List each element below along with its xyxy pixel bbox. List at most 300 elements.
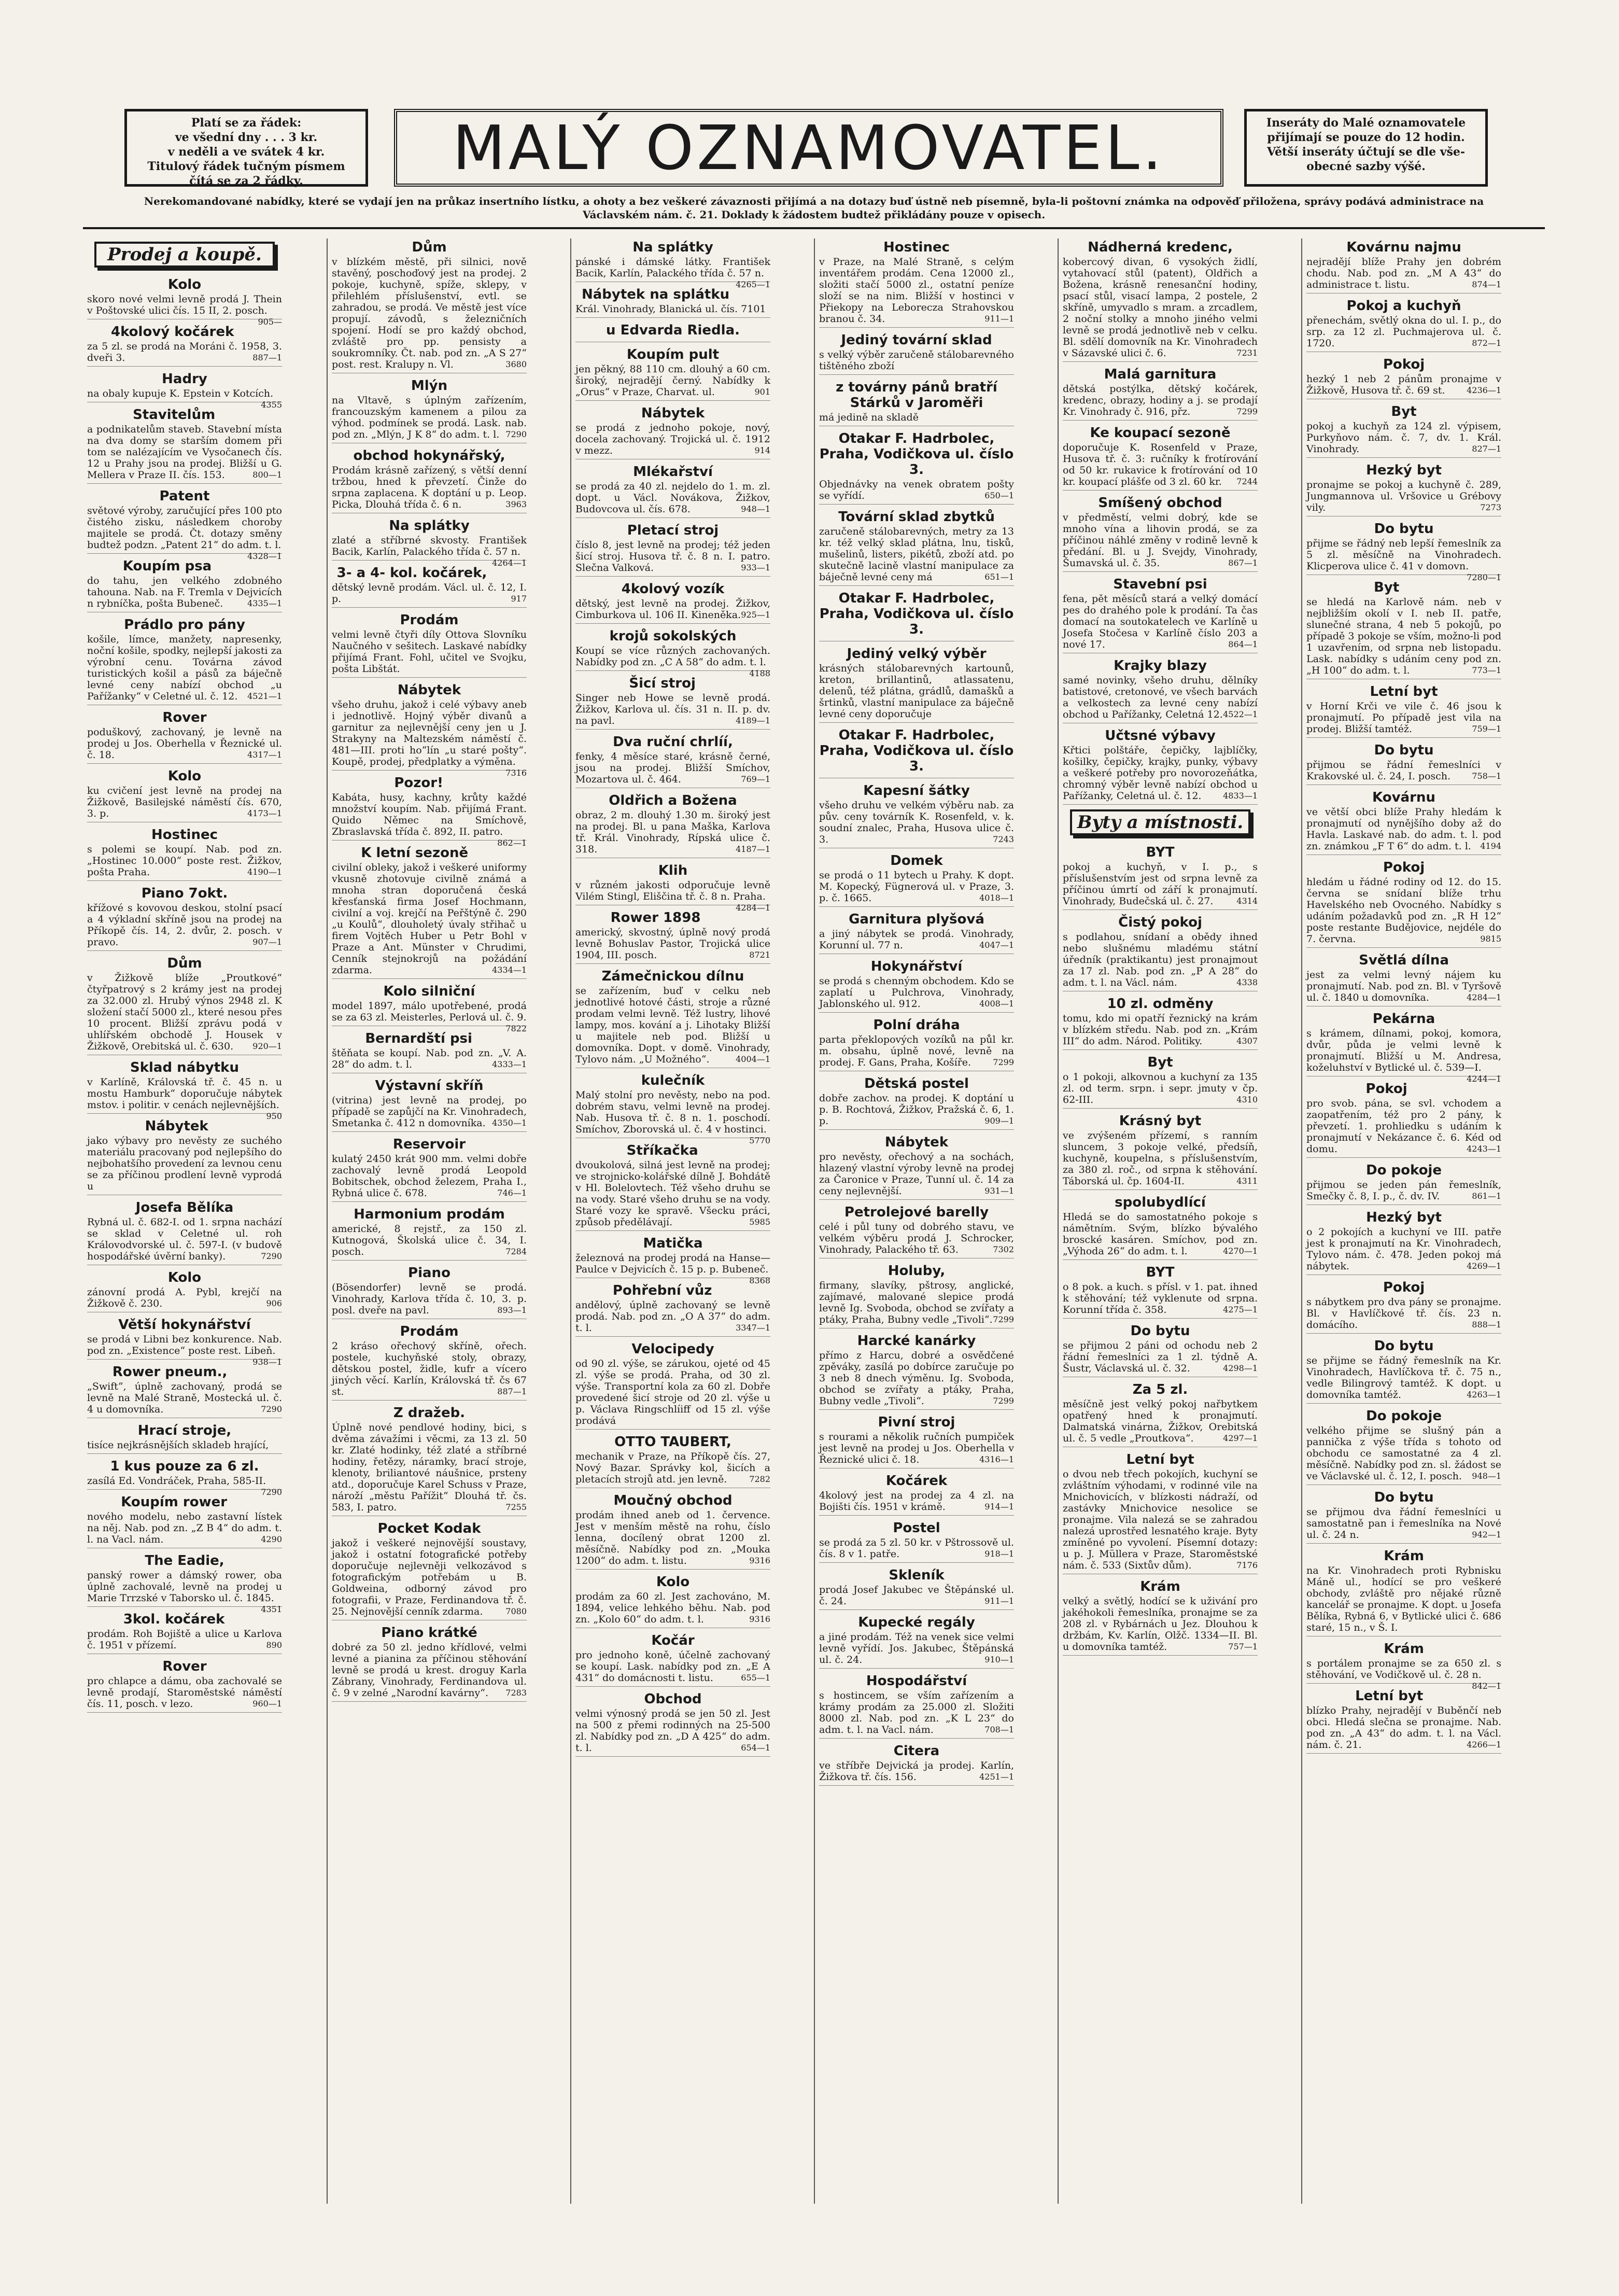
ad-title: spolubydlící [1115,1195,1206,1210]
ad-text [1306,1355,1501,1401]
ad-code: 911—1 [984,1596,1014,1606]
classified-ad [1063,1323,1258,1377]
ad-code: 918—1 [984,1549,1014,1559]
ad-body: měsíčně jest velký pokoj nařbytkem opatřený hned k pronajmutí. Dalmatská vinárna, Žižkov, Orebitská ul. č. 5 vedle „Proutkova“. [1063,1398,1258,1444]
ad-body: za 5 zl. se prodá na Moráni č. 1958, 3. dveři 3. [87,341,282,363]
ad-text [1063,1211,1258,1257]
ad-text [575,1509,770,1566]
ad-title: Hospodářství [866,1673,967,1689]
classified-ad [819,1743,1014,1786]
ad-body: se prodá o 11 bytech u Prahy. K dopt. M. Kopecký, Fügnerová ul. v Praze, 3. p. č. 1665. [819,870,1014,904]
ad-text [1063,1468,1258,1571]
ad-body: dvoukolová, silná jest levně na prodej; ve strojnicko-kolářské dílně J. Bohdátě v Hl. Bolelovtech. Též všeho druhu se na vody. Staré všeho druhu se na vody. Staré vozy ke spravě. Všecku práci, způsob předělávají. [575,1159,770,1228]
ad-code: 901 [754,387,770,397]
classified-ad [1306,521,1501,582]
ad-code: 4298—1 [1223,1363,1258,1373]
classified-ad [819,1205,1014,1258]
ad-body: dětský, jest levně na prodej. Žižkov, Cimburkova ul. 106 II. Kineněka. [575,598,770,621]
ad-title: Matička [643,1236,703,1251]
ad-text [87,1216,282,1262]
ad-title: Jediný velký výběr [847,646,987,662]
classified-ad [819,727,1014,778]
classified-ad [819,1415,1014,1468]
ad-code: 4275—1 [1223,1305,1258,1314]
classified-ad [819,1017,1014,1071]
ad-text [332,1537,527,1617]
ad-code: 960—1 [252,1699,282,1709]
ad-title: Dům [412,240,447,255]
ad-code: 7283 [505,1688,527,1698]
ad-title: Stavitelům [133,407,216,423]
classified-ad [575,323,770,342]
ad-code: 7282 [749,1474,770,1484]
classified-ad [87,1612,282,1654]
ad-title: u Edvarda Riedla. [606,323,740,338]
ad-text [1306,315,1501,349]
ad-code: 4284—1 [736,903,770,913]
ad-title: Pletací stroj [627,523,719,538]
ad-code: 7284 [505,1247,527,1256]
ad-body: obraz, 2 m. dlouhý 1.30 m. široký jest na prodej. Bl. u pana Maška, Karlova tř. Král. Vinohrady, Rípská ulice č. 318. [575,809,770,855]
ad-title: Světlá dílna [1359,953,1449,968]
section-banner: Prodej a koupě. [94,242,275,268]
ad-text [332,1282,527,1316]
classified-ad [819,431,1014,505]
ad-code: 920—1 [252,1041,282,1051]
ad-title: Nábytek [641,405,705,421]
ad-code: 4236—1 [1467,385,1501,395]
ad-text [332,629,527,675]
ad-body: hledám u řádné rodiny od 12. do 15. června se snídaní blíže trhu Havelského neb Ovocného. Nabídky s udáním požadavků pod zn. „R H 12“ poste restante Budějovice, nejdéle do 7. června. [1306,876,1501,945]
classified-ad [332,984,527,1033]
ad-body: o 8 pok. a kuch. s přísl. v 1. pat. ihned k stěhování; též vyklenute od srpna. Korunní třída č. 358. [1063,1281,1258,1315]
ad-body: samé novinky, všeho druhu, dělníky batistové, cretonové, ve všech barvách a velkostech za levné ceny nabízí obchod u Pařížanky, Celetná 12. [1063,675,1258,720]
ad-title: Dům [167,956,202,971]
ad-text [1063,1281,1258,1315]
classified-ad [575,1073,770,1145]
ad-title: Stavební psi [1113,577,1207,592]
ad-text [575,645,770,678]
ad-text [87,1135,282,1192]
classified-ad [87,1317,282,1367]
ad-title: Mlékařství [633,464,713,480]
classified-ad [332,240,527,373]
classified-ad [1306,463,1501,516]
ad-title: 4kolový vozík [621,581,725,597]
ad-body: andělový, úplně zachovaný se levně prodá. Nab. pod zn. „O A 37“ do adm. t. l. [575,1299,770,1334]
classified-ad [1063,1579,1258,1656]
ad-body: Hledá se do samostatného pokoje s námětním. Svým, blízko bývalého broscké kasáren. Smíchov, pod zn. „Výhoda 26“ do adm. t. l. [1063,1211,1258,1257]
ad-title: Nábytek [397,682,461,698]
classified-ad [87,1270,282,1312]
ad-body: s polemi se koupí. Nab. pod zn. „Hostinec 10.000“ poste rest. Žižkov, pošta Praha. [87,844,282,878]
ad-code: 888—1 [1472,1320,1501,1329]
pricing-line: v neděli a ve svátek 4 kr. [167,145,325,159]
ad-title: Čistý pokoj [1118,915,1202,930]
classified-ad [575,464,770,518]
ad-body: zasílá Ed. Vondráček, Praha, 585-II. [87,1475,266,1487]
classified-ad [819,646,1014,723]
ad-code: 7290 [505,429,527,439]
ad-title: Pokoj [1383,860,1425,875]
ad-text [1306,969,1501,1003]
ad-code: 4264—1 [492,558,527,568]
ad-title: OTTO TAUBERT, [614,1434,731,1450]
ad-body: pro svob. pána, se svl. vchodem a zaopatřením, též pro 2 pány, k převzetí. 1. prohliedku s udáním k pronajmutí v Nekázance č. 6. Kéd od domu. [1306,1098,1501,1155]
ad-code: 7316 [505,768,527,778]
ad-title: Kupecké regály [858,1615,975,1630]
ad-body: celé i půl tuny od dobrého stavu, ve velkém výběru prodá J. Schrocker, Vinohrady, Palackého tř. 63. [819,1221,1014,1255]
classified-ad [819,591,1014,641]
ad-title: Citera [893,1743,940,1759]
classified-ad [332,775,527,848]
ad-code: 7290 [261,1251,282,1261]
classified-ad [332,448,527,513]
info-line: obecné sazby výšé. [1306,160,1426,173]
ad-code: 933—1 [741,563,770,572]
ad-title: Krám [1384,1548,1424,1564]
ad-code: 4265—1 [736,279,770,289]
ad-body: se prodá v Libni bez konkurence. Nab. pod zn. „Existence“ poste rest. Libeň. [87,1334,282,1356]
ad-text [87,1381,282,1415]
submission-info-box [1244,109,1488,187]
ad-text [87,726,282,761]
classified-ad [1306,1280,1501,1334]
ad-code: 4307 [1236,1036,1258,1046]
classified-ad [1063,577,1258,653]
ad-body: pro chlapce a dámu, oba zachovalé se levně prodají, Staroměstské náměstí čís. 11, posch. v lezo. [87,1675,282,1710]
ad-body: nového modelu, nebo zastavní lístek na něj. Nab. pod zn. „Z B 4“ do adm. t. l. na Vacl. nám. [87,1511,282,1545]
ad-text [1306,876,1501,945]
ad-body: s nábytkem pro dva pány se pronajme. Bl. v Havlíčkové tř. čís. 23 n. domácího. [1306,1296,1501,1331]
ad-title: Byt [1147,1055,1173,1070]
ad-code: 948—1 [1472,1471,1501,1481]
ad-code: 4355 [261,400,282,410]
ad-body: velkého přijme se slušný pán a pannička z výše třída s tohoto od obchodu ce samostatné za 4 zl. měsíčně. Nabídky pod zn. sl. žádost se ve Václavské ul. č. 12, I. posch. [1306,1425,1501,1482]
ad-code: 773—1 [1472,665,1501,675]
ad-title: 4kolový kočárek [111,324,234,340]
ad-body: „Swift“, úplně zachovaný, prodá se levně na Malé Straně, Mostecká ul. č. 4 u domovníka. [87,1381,282,1415]
ad-title: Pokoj [1383,357,1425,372]
ad-text [87,972,282,1052]
classified-ad [87,886,282,951]
classified-ad [819,1473,1014,1516]
ad-title: Bernardští psi [365,1031,472,1046]
ad-text [87,505,282,561]
ad-code: 7299 [1236,407,1258,416]
ad-text [575,692,770,726]
ad-title: Do bytu [1374,743,1434,758]
classified-ad [87,710,282,764]
ad-code: 4333—1 [492,1059,527,1069]
ad-text [332,535,527,568]
classified-ad [87,1200,282,1265]
ad-title: Prádlo pro pány [124,617,245,633]
classified-ad [1063,996,1258,1050]
ad-text [332,699,527,778]
ad-text [1306,759,1501,782]
classified-ad [1063,1382,1258,1447]
ad-body: Objednávky na venek obratem pošty se vyřídí. [819,479,1014,501]
ad-body: přijme se řádný neb lepší řemeslník za 5 zl. měsíčně na Vinohradech. Klicperova ulice č. 41 v domovn. [1306,538,1501,572]
ad-text [1306,1098,1501,1155]
ad-title: Velocipedy [631,1341,714,1357]
ad-body: civilní obleky, jakož i veškeré uniformy vkusně zhotovuje civilně známá a mnoha stran doporučená česká křesťanská firma Josef Hochmann, civilní a voj. krejčí na Peřštýně č. 290 „u Koulů“, dlouholetý úvaly střihač u firem Vojtěch Huber u Petr Bohl v Praze a Ant. Münster v Chrudimi, Cenník stejnokrojů na požádání zdarma. [332,862,527,976]
ad-code: 4317—1 [247,750,282,760]
ad-title: 3- a 4- kol. kočárek, [336,565,487,581]
classified-ad [819,1520,1014,1563]
newspaper-page [62,88,1566,2204]
ad-title: Piano [408,1265,450,1281]
ad-code: 827—1 [1472,444,1501,454]
ad-body: (Bösendorfer) levně se prodá. Vinohrady, Karlova třída č. 10, 3. p. posl. dveře na pavl. [332,1282,527,1316]
classified-ad [1306,1490,1501,1544]
ad-title: Kolo [167,277,202,292]
classified-ad [332,1078,527,1132]
ad-text [87,424,282,481]
ad-title: Kovárnu [1372,790,1435,805]
ad-code: 4284—1 [1467,992,1501,1002]
ad-code: 4244—1 [1467,1074,1501,1084]
classified-ad [1063,728,1258,805]
ad-title: Domek [890,853,943,869]
ad-title: Mlýn [411,378,448,394]
ad-title: Na splátky [389,518,470,534]
classified-ad [87,1423,282,1454]
ad-code: 7176 [1236,1560,1258,1570]
ad-body: zlaté a stříbrné skvosty. František Bacik, Karlín, Palackého třída č. 57 n. [332,535,527,557]
ad-text [575,422,770,456]
ad-text [87,341,282,363]
ad-code: 4314 [1236,896,1258,906]
classified-ad [332,1031,527,1073]
ad-title: Větší hokynářství [118,1317,251,1333]
ad-body: v různém jakosti odporučuje levně Vilém Stingl, Eliščina tř. č. 8 n. Praha. [575,879,770,902]
ad-body: firmany, slavíky, pštrosy, anglické, zajímavé, malované slepice prodá levně Ig. Svoboda, obchod se zvířaty a ptáky, Praha, Bubny vedle „Tivoli“. [819,1280,1014,1325]
ad-code: 905— [258,317,282,327]
ad-code: 5985 [749,1217,770,1227]
ad-code: 914 [754,445,770,455]
ad-text [575,1708,770,1754]
classified-ad [332,565,527,608]
ad-body: přímo z Harcu, dobré a osvědčené zpěváky, zasílá po dobírce zaručuje po 3 neb 8 dnech výměnu. Ig. Svoboda, obchod se zvířaty a ptáky, Praha, Bubny vedle „Tivoli“. [819,1350,1014,1407]
ad-text [575,1089,770,1145]
pricing-box [124,109,368,187]
ad-text [1063,442,1258,487]
ad-code: 4190—1 [247,867,282,877]
ad-title: Letní byt [1126,1452,1194,1467]
classified-ad [87,1659,282,1713]
ad-body: pro nevěsty, ořechový a na sochách, hlazený vlastní výroby levně na prodej za Čaronice v Praze, Tunní ul. č. 14 za ceny nejlevnější. [819,1151,1014,1197]
ad-text [87,1628,282,1651]
ad-title: Koupím pult [626,347,720,362]
ad-body: světové výroby, zaručující přes 100 pto čistého zisku, následkem choroby majitele se prodá. Čt. dotazy směny budtež podzn. „Patent 21“ do adm. t. l. [87,505,282,551]
ad-code: 4290 [261,1534,282,1544]
ad-title: Rover [162,1659,207,1674]
ad-text [575,927,770,961]
ad-text [332,792,527,848]
ad-code: 874—1 [1472,279,1501,289]
classified-ad [87,371,282,410]
ad-code: 872—1 [1472,338,1501,348]
ad-title: Holuby, [888,1263,946,1279]
ad-code: 4335—1 [247,598,282,608]
classified-ad [1306,1163,1501,1205]
ad-body: v Horní Krči ve vile č. 46 jsou k pronajmutí. Po případě jest vila na prodej. Bližší tamtéž. [1306,701,1501,735]
ad-text [332,1223,527,1257]
ad-title: Do bytu [1374,521,1434,537]
ad-title: Otakar F. Hadrbolec, Praha, Vodičkova ul. číslo 3. [819,727,1014,774]
ad-body: Prodám krásně zařízený, s větší denní tržbou, hned k převzetí. Činže do srpna zaplacena. K doptání u p. Leop. Picka, Dlouhá třída č. 6 n. [332,465,527,510]
pricing-line: ve všední dny . . . 3 kr. [175,131,318,144]
ad-title: Kovárnu najmu [1346,240,1461,255]
ad-code: 842—1 [1472,1681,1501,1691]
info-line: Větší inseráty účtují se dle vše- [1266,145,1466,159]
ad-code: 7299 [993,1057,1014,1067]
ad-code: 4522—1 [1223,709,1258,719]
ad-code: 3347—1 [736,1323,770,1333]
ad-code: 942—1 [1472,1530,1501,1539]
ad-title: Ke koupací sezoně [1090,425,1231,441]
ad-body: doporučuje K. Rosenfeld v Praze, Husova tř. č. 3: ručníky k frotírování od 50 kr. rukavice k frotírování od 10 kr. koupací plášťe od 3 zl. 60 kr. [1063,442,1258,487]
ad-title: Kočárek [885,1473,948,1489]
classified-ad [819,1076,1014,1130]
ad-text [87,1286,282,1309]
ad-text [87,634,282,702]
ad-code: 769—1 [741,774,770,784]
ad-body: na Kr. Vinohradech proti Rybnisku Máně ul., hodící se pro veškeré obchody, zvláště pro nějaké různě kancelář se pronajme. K dopt. u Josefa Bělíka, Rybná 6, v Bytlické ulici č. 686 staré, 15 n., v Š. I. [1306,1565,1501,1633]
ad-code: 4310 [1236,1095,1258,1104]
ad-code: 4189—1 [736,716,770,725]
ad-title: obchod hokynářský, [353,448,505,464]
ad-title: Hrací stroje, [137,1423,232,1438]
ad-title: Hostinec [151,827,218,843]
ad-text [1063,1340,1258,1374]
ad-text [1306,806,1501,852]
ad-text [1063,675,1258,720]
ad-text [1306,479,1501,513]
classified-ad [332,1405,527,1516]
classified-ad [575,1283,770,1337]
ad-text [87,1334,282,1367]
classified-ad [1063,1452,1258,1574]
ad-code: 7299 [993,1396,1014,1406]
ad-code: 758—1 [1472,771,1501,781]
classified-ad [1063,845,1258,910]
classified-ad [87,1553,282,1614]
ad-title: BYT [1146,845,1175,860]
ad-title: Hostinec [883,240,950,255]
ad-body: ve stříbře Dejvická ja prodej. Karlín, Žižkova tř. čís. 156. [819,1760,1014,1783]
ad-title: Dva ruční chrlíí, [613,734,733,750]
ad-body: o 1 pokoji, alkovnou a kuchyní za 135 zl. od term. srpn. i sepr. jmuty v čp. 62-III. [1063,1071,1258,1105]
ad-title: Nádherná kredenc, [1088,240,1233,255]
classified-ad [87,324,282,367]
ad-text [1063,745,1258,802]
classified-ad [332,378,527,443]
ad-code: 7822 [505,1024,527,1033]
ad-code: 4188 [749,668,770,678]
info-line: Inseráty do Malé oznamovatele [1266,116,1466,130]
ad-body: pokoj a kuchyň, v I. p., s příslušenstvím jest od srpna levně za příčinou úmrtí od září k pronajmutí. Vinohrady, Budečská ul. č. 27. [1063,861,1258,907]
classified-ad [1306,298,1501,352]
ad-code: 4047—1 [979,940,1014,950]
ad-body: kobercový divan, 6 vysokých židlí, vytahovací stůl (patent), Oldřich a Božena, krásně renesanční hodiny, psací stůl, visací lampa, 2 postele, 2 skříně, umyvadlo s mram. a zrcadlem, 2 noční stolky a mnoho jiného velmi levně se prodá jednotlivě neb v celku. Bl. sdělí domovník na Kr. Vinohradech v Sázavské ulici č. 6. [1063,256,1258,359]
ad-body: přijmou se jeden pán řemeslník, Smečky č. 8, I. p., č. dv. IV. [1306,1179,1501,1202]
ad-title: Harcké kanárky [857,1333,976,1349]
ad-code: 4269—1 [1467,1261,1501,1271]
ad-title: z továrny pánů bratří Stárků v Jaroměři [836,380,997,411]
ad-text [575,539,770,573]
classified-ad [87,1494,282,1548]
ad-text [819,1631,1014,1665]
classified-ad [87,1118,282,1195]
ad-body: tisíce nejkrásnějších skladeb hrající, [87,1439,269,1451]
ad-text [1063,931,1258,988]
ad-title: Rower pneum., [112,1364,228,1380]
ad-text [819,479,1014,501]
ad-body: do tahu, jen velkého zdobného tahouna. Nab. na F. Tremla v Dejvicích n rybníčka, pošta Bubeneč. [87,575,282,609]
ad-text [575,879,770,913]
ad-body: o dvou neb třech pokojích, kuchyní se zvláštním výhodami, v rodinné vile na Mnichovicích, v blízkosti nádraží, od zastávky Mnichovice nesolice se pronajme. Vila nalezá se se zahradou nalezá uprostřed lesnatého kraje. Byty zmíněné po vyvolení. Písemní dotazy: u p. J. Müllera v Praze, Staroměstské nám. č. 533 (Sixtův dům). [1063,1468,1258,1571]
pricing-line: čítá se za 2 řádky. [189,174,303,188]
ad-text [1306,1658,1501,1691]
ad-code: 9815 [1480,934,1501,944]
classified-ad [332,845,527,979]
classified-ad [1063,658,1258,723]
ad-title: Hezký byt [1366,1210,1442,1225]
classified-ad [575,863,770,913]
ad-text [87,575,282,609]
ad-text [819,1490,1014,1513]
ad-title: Nábytek [145,1118,208,1134]
ad-title: Pozor! [394,775,443,791]
ad-text [575,1649,770,1684]
classified-ad [575,287,770,318]
classified-ad [575,1434,770,1488]
ad-code: 746—1 [497,1188,527,1198]
classified-ad [575,581,770,624]
ad-code: 7231 [1236,348,1258,358]
classified-ad [87,956,282,1055]
classified-ad [332,1324,527,1401]
ad-body: parta překlopových vozíků na půl kr. m. obsahu, úplně nové, levně na prodej. F. Gans, Praha, Košíře. [819,1034,1014,1068]
ad-text [1306,538,1501,582]
ad-text [1306,701,1501,735]
ad-code: 914—1 [984,1502,1014,1511]
page-title: MALÝ OZNAMOVATEL. [452,112,1165,184]
ad-body: velmi levně čtyři díly Ottova Slovníku Naučného v sešitech. Laskavé nabídky přijímá Frant. Fohl, učitel ve Svojku, pošta Libštát. [332,629,527,675]
ad-body: dobře zachov. na prodej. K doptání u p. B. Rochtová, Žižkov, Pražská č. 6, 1. p. [819,1093,1014,1127]
ad-code: 4521—1 [247,691,282,701]
classified-ad [819,853,1014,907]
ad-text [332,465,527,510]
ad-title: Pokoj [1365,1081,1407,1097]
ad-title: Pocket Kodak [377,1521,481,1536]
ad-body: v blízkém městě, při silnici, nově stavěný, poschoďový jest na prodej. 2 pokoje, kuchyně, spíže, sklepy, v přilehlém příslušenství, evtl. se zahradou, se prodá. Ve městě jest více propují. závodů, s železničních spojení. Hodí se pro každý obchod, zvláště pro pp. pensisty a soukromníky. Čt. nab. pod zn. „A S 27“ post. rest. Kralupy n. Vl. [332,256,527,370]
section-banner: Byty a místnosti. [1070,809,1250,835]
ad-text [819,1350,1014,1407]
classified-ad [87,1459,282,1497]
ad-body: pro jednoho koně, účelně zachovaný se koupí. Lask. nabídky pod zn. „E A 431“ do domácnosti t. listu. [575,1649,770,1684]
ad-title: Kolo silniční [383,984,475,999]
ad-text [819,975,1014,1010]
ad-body: s velký výběr zaručeně stálobarevného tištěného zboží [819,349,1014,372]
classified-ad [332,1137,527,1202]
ad-code: 7280—1 [1467,572,1501,582]
ad-title: K letní sezoně [361,845,469,861]
classified-ad [575,1574,770,1628]
